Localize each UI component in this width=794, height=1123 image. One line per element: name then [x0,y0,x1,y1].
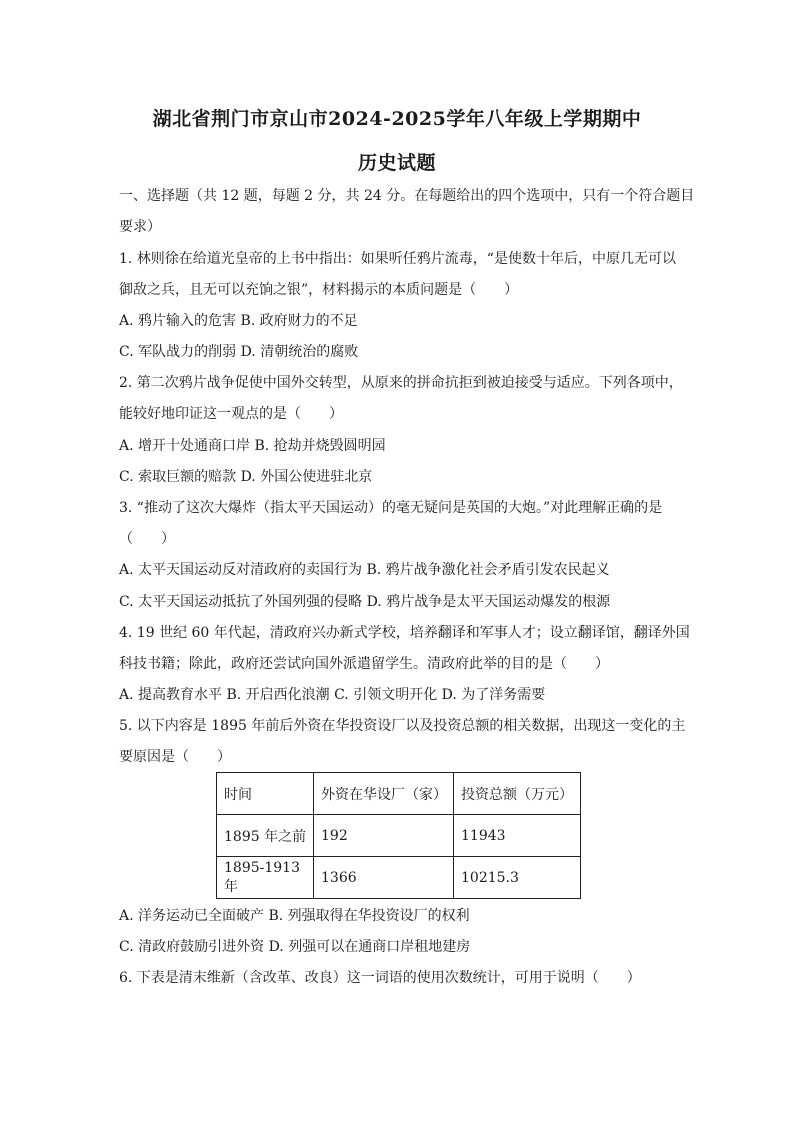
question-5-stem: 5. 以下内容是 1895 年前后外资在华投资设厂以及投资总额的相关数据，出现这一变化的主 [119,718,686,734]
table-header-cell: 外资在华设厂（家） [314,773,454,815]
question-2-options-ab: A. 增开十处通商口岸 B. 抢劫并烧毁圆明园 [119,438,386,454]
exam-subtitle: 历史试题 [357,152,436,174]
table-row [217,815,581,857]
question-3-options-cd: C. 太平天国运动抵抗了外国列强的侵略 D. 鸦片战争是太平天国运动爆发的根源 [119,594,611,610]
table-cell: 11943 [454,815,581,857]
question-1-stem-cont: 御敌之兵，且无可以充饷之银”，材料揭示的本质问题是（ ） [119,282,519,298]
question-3-stem-cont: （ ） [119,531,175,547]
question-4-options: A. 提高教育水平 B. 开启西化浪潮 C. 引领文明开化 D. 为了洋务需要 [119,687,546,703]
table-cell: 1366 [314,857,454,899]
table-cell: 1895 年之前 [217,815,314,857]
table-cell: 10215.3 [454,857,581,899]
exam-title: 湖北省荆门市京山市2024-2025学年八年级上学期期中 [152,108,642,130]
question-1-stem: 1. 林则徐在给道光皇帝的上书中指出：如果听任鸦片流毒，“是使数十年后，中原几无可以 [119,251,676,267]
question-3-options-ab: A. 太平天国运动反对清政府的卖国行为 B. 鸦片战争激化社会矛盾引发农民起义 [119,562,610,578]
table-cell: 1895-1913 年 [217,857,314,899]
question-3-stem: 3. “推动了这次大爆炸（指太平天国运动）的毫无疑问是英国的大炮。”对此理解正确的是 [119,500,663,516]
question-4-stem-cont: 科技书籍；除此，政府还尝试向国外派遣留学生。清政府此举的目的是（ ） [119,656,609,672]
table-cell: 192 [314,815,454,857]
section-heading: 一、选择题（共 12 题，每题 2 分，共 24 分。在每题给出的四个选项中，只有一个符合题目 [119,188,695,204]
question-2-stem: 2. 第二次鸦片战争促使中国外交转型，从原来的拼命抗拒到被迫接受与适应。下列各项中， [119,375,683,391]
question-5-options-cd: C. 清政府鼓励引进外资 D. 列强可以在通商口岸租地建房 [119,939,471,955]
question-1-options-cd: C. 军队战力的削弱 D. 清朝统治的腐败 [119,344,359,360]
question-2-stem-cont: 能较好地印证这一观点的是（ ） [119,406,343,422]
question-6-stem: 6. 下表是清末维新（含改革、改良）这一词语的使用次数统计，可用于说明（ ） [119,970,641,986]
question-1-options-ab: A. 鸦片输入的危害 B. 政府财力的不足 [119,313,358,329]
table-header-row [217,773,581,815]
question-2-options-cd: C. 索取巨额的赔款 D. 外国公使进驻北京 [119,469,373,485]
foreign-investment-table [216,772,581,899]
table-header-cell: 投资总额（万元） [454,773,581,815]
section-heading-cont: 要求） [119,219,161,235]
question-5-options-ab: A. 洋务运动已全面破产 B. 列强取得在华投资设厂的权利 [119,908,470,924]
question-5-stem-cont: 要原因是（ ） [119,749,231,765]
table-row [217,857,581,899]
table-header-cell: 时间 [217,773,314,815]
question-4-stem: 4. 19 世纪 60 年代起，清政府兴办新式学校，培养翻译和军事人才；设立翻译馆，翻译外国 [119,625,690,641]
